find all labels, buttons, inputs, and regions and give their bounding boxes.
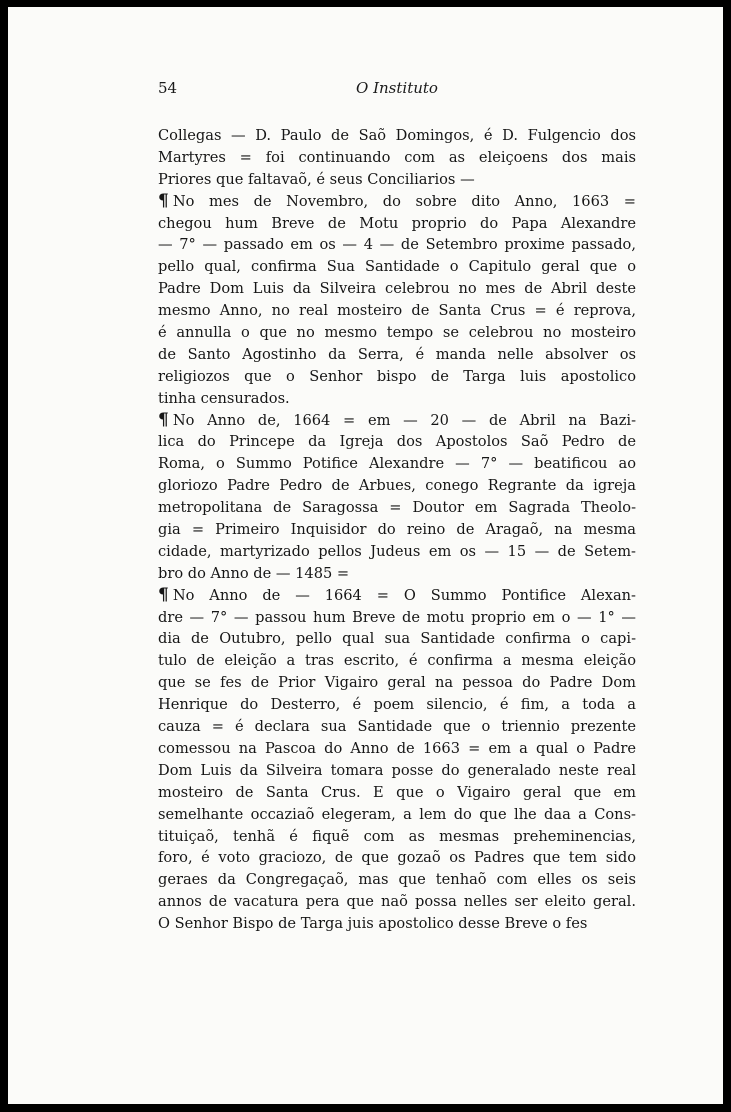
paragraph-mark-icon: ¶ [158, 584, 169, 605]
text-line [158, 847, 636, 869]
text-line [158, 694, 636, 716]
text-line [158, 256, 636, 278]
text-line-content: bro do Anno de — 1485 = [158, 564, 350, 582]
text-line [158, 760, 636, 782]
text-line [158, 519, 636, 541]
text-line-content: tulo de eleição a tras escrito, é confirma a mesma eleição [158, 652, 636, 670]
text-line [158, 628, 636, 650]
text-line-content: metropolitana de Saragossa = Doutor em Sagrada Theolo- [158, 499, 636, 517]
text-line-content: gloriozo Padre Pedro de Arbues, conego Regrante da igreja [158, 477, 636, 495]
text-line [158, 869, 636, 891]
document-page [8, 7, 723, 1104]
text-line [158, 366, 636, 388]
text-line [158, 322, 636, 344]
text-line-content: religiozos que o Senhor bispo de Targa luis apostolico [158, 367, 636, 385]
text-line-content: No mes de Novembro, do sobre dito Anno, 1663 = [172, 192, 636, 210]
text-line-content: pello qual, confirma Sua Santidade o Capitulo geral que o [158, 258, 636, 276]
text-line [158, 431, 636, 453]
text-line-content: Dom Luis da Silveira tomara posse do generalado neste real [158, 761, 636, 779]
text-line [158, 169, 636, 191]
text-line-content: tituiçaõ, tenhã é fiquẽ com as mesmas preheminencias, [158, 827, 636, 845]
running-title: O Instituto [356, 79, 438, 97]
text-line-content: cauza = é declara sua Santidade que o triennio prezente [158, 718, 636, 736]
text-line [158, 497, 636, 519]
text-line-content: Henrique do Desterro, é poem silencio, é fim, a toda a [158, 696, 636, 714]
text-line [158, 826, 636, 848]
text-line [158, 191, 636, 213]
page-number: 54 [158, 79, 178, 97]
text-line [158, 891, 636, 913]
text-line-content: No Anno de, 1664 = em — 20 — de Abril na Bazi- [172, 411, 636, 429]
text-line [158, 388, 636, 410]
text-line-content: O Senhor Bispo de Targa juis apostolico desse Breve o fes [158, 915, 588, 933]
paragraph-mark-icon: ¶ [158, 190, 169, 211]
text-line [158, 672, 636, 694]
text-line-content: Martyres = foi continuando com as eleiçoens dos mais [158, 148, 636, 166]
text-line [158, 147, 636, 169]
text-line-content: dre — 7° — passou hum Breve de motu proprio em o — 1° — [158, 608, 636, 626]
page-header [158, 79, 636, 101]
text-line-content: é annulla o que no mesmo tempo se celebrou no mosteiro [158, 324, 636, 342]
text-line-content: comessou na Pascoa do Anno de 1663 = em a qual o Padre [158, 739, 636, 757]
text-line [158, 541, 636, 563]
text-line-content: mesmo Anno, no real mosteiro de Santa Crus = é reprova, [158, 302, 636, 320]
text-line-content: semelhante occaziaõ elegeram, a lem do que lhe daa a Cons- [158, 805, 636, 823]
text-line [158, 344, 636, 366]
text-line-content: Roma, o Summo Potifice Alexandre — 7° — beatificou ao [158, 455, 636, 473]
text-line [158, 716, 636, 738]
text-line-content: de Santo Agostinho da Serra, é manda nelle absolver os [158, 345, 636, 363]
text-line-content: foro, é voto graciozo, de que gozaõ os Padres que tem sido [158, 849, 636, 867]
text-line [158, 410, 636, 432]
text-line [158, 563, 636, 585]
text-line-content: que se fes de Prior Vigairo geral na pessoa do Padre Dom [158, 674, 636, 692]
text-line [158, 738, 636, 760]
text-line-content: lica do Princepe da Igreja dos Apostolos Saõ Pedro de [158, 433, 636, 451]
text-line [158, 213, 636, 235]
text-line-content: geraes da Congregaçaõ, mas que tenhaõ com elles os seis [158, 871, 636, 889]
text-line-content: chegou hum Breve de Motu proprio do Papa Alexandre [158, 214, 636, 232]
paragraph-mark-icon: ¶ [158, 409, 169, 430]
text-line [158, 607, 636, 629]
text-line-content: No Anno de — 1664 = O Summo Pontifice Alexan- [172, 586, 636, 604]
text-line [158, 300, 636, 322]
text-line [158, 804, 636, 826]
text-line-content: cidade, martyrizado pellos Judeus em os — 15 — de Setem- [158, 542, 636, 560]
text-line-content: dia de Outubro, pello qual sua Santidade confirma o capi- [158, 630, 636, 648]
text-line-content: Priores que faltavaõ, é seus Conciliarios — [158, 170, 475, 188]
text-line-content: gia = Primeiro Inquisidor do reino de Aragaõ, na mesma [158, 521, 636, 539]
text-line [158, 453, 636, 475]
text-line [158, 585, 636, 607]
text-line-content: tinha censurados. [158, 389, 290, 407]
text-line [158, 913, 636, 935]
text-line-content: Collegas — D. Paulo de Saõ Domingos, é D. Fulgencio dos [158, 127, 636, 144]
text-line [158, 125, 636, 147]
text-line-content: Padre Dom Luis da Silveira celebrou no mes de Abril deste [158, 280, 636, 298]
text-line [158, 475, 636, 497]
text-line [158, 234, 636, 256]
body-text [158, 125, 636, 935]
text-line-content: annos de vacatura pera que naõ possa nelles ser eleito geral. [158, 893, 636, 911]
text-line [158, 278, 636, 300]
text-line-content: mosteiro de Santa Crus. E que o Vigairo geral que em [158, 783, 636, 801]
text-line-content: — 7° — passado em os — 4 — de Setembro proxime passado, [158, 236, 636, 254]
text-line [158, 782, 636, 804]
text-line [158, 650, 636, 672]
